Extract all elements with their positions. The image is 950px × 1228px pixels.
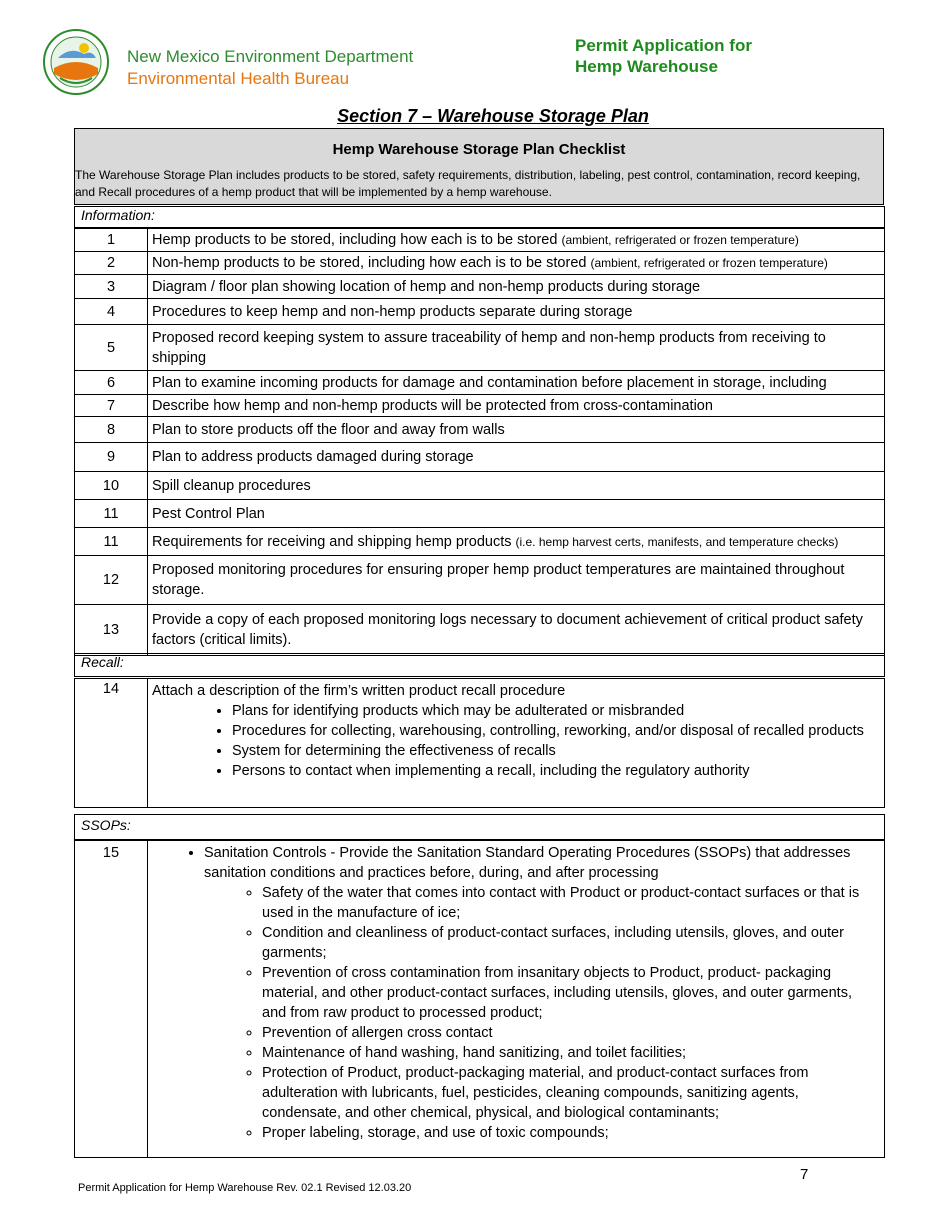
permit-heading [575, 35, 752, 77]
row-text [148, 841, 885, 1158]
table-row [75, 229, 885, 252]
table-row [75, 528, 885, 556]
row-text [148, 500, 885, 528]
row-main-text: Plan to store products off the floor and away from walls [152, 421, 505, 438]
nmed-logo [40, 28, 112, 96]
list-item: ◦ Prevention of allergen cross contact [262, 1023, 880, 1043]
information-table [74, 228, 885, 656]
list-item: • System for determining the effectiveness of recalls [232, 741, 880, 761]
row-text [148, 229, 885, 252]
row-main-text: Plan to address products damaged during storage [152, 449, 474, 465]
list-item [204, 843, 880, 1143]
ssops-subitems [204, 883, 880, 1143]
row-text [148, 395, 885, 417]
row-text [148, 443, 885, 472]
row-main-text: Describe how hemp and non-hemp products will be protected from cross-contamination [152, 397, 713, 414]
table-row [75, 325, 885, 371]
checklist-title: Hemp Warehouse Storage Plan Checklist [332, 141, 626, 158]
table-row [75, 417, 885, 443]
row-main-text: Pest Control Plan [152, 505, 265, 522]
ssops-table [74, 840, 885, 1158]
row-number: 15 [75, 841, 148, 1158]
row-main-text: Plan to examine incoming products for damage and contamination before placement in storage, including [152, 374, 827, 391]
list-item: • Procedures for collecting, warehousing, controlling, reworking, and/or disposal of recalled products [232, 721, 880, 741]
row-number: 14 [75, 679, 148, 808]
list-item: ◦ Condition and cleanliness of product-contact surfaces, including utensils, gloves, and outer garments; [262, 923, 880, 963]
recall-table [74, 678, 885, 808]
list-item: ◦ Protection of Product, product-packaging material, and product-contact surfaces from adulteration with lubricants, fuel, pesticides, cleaning compounds, sanitizing agents, condensate, and other chemical, physical, and biological contaminants; [262, 1063, 880, 1123]
row-note: (ambient, refrigerated or frozen temperature) [590, 256, 828, 270]
row-number: 11 [75, 500, 148, 528]
row-text [148, 299, 885, 325]
footer-text: Permit Application for Hemp Warehouse Rev. 02.1 Revised 12.03.20 [78, 1182, 412, 1194]
list-item: ◦ Maintenance of hand washing, hand sanitizing, and toilet facilities; [262, 1043, 880, 1063]
row-number: 11 [75, 528, 148, 556]
information-label: Information: [74, 206, 885, 228]
table-row [75, 605, 885, 656]
table-row [75, 395, 885, 417]
row-main-text: Proposed monitoring procedures for ensuring proper hemp product temperatures are maintained throughout storage. [152, 562, 845, 598]
row-main-text: Spill cleanup procedures [152, 477, 311, 494]
row-main-text: Non-hemp products to be stored, including how each is to be stored [152, 255, 587, 271]
row-number: 1 [75, 229, 148, 252]
row-text [148, 528, 885, 556]
table-row [75, 443, 885, 472]
list-item: • Plans for identifying products which may be adulterated or misbranded [232, 701, 880, 721]
row-note: (ambient, refrigerated or frozen temperature) [561, 233, 799, 247]
list-item: ◦ Proper labeling, storage, and use of toxic compounds; [262, 1123, 880, 1143]
row-main-text: Hemp products to be stored, including how each is to be stored [152, 232, 558, 248]
row-text [148, 252, 885, 275]
page-number: 7 [800, 1166, 809, 1183]
row-number: 4 [75, 299, 148, 325]
row-number: 2 [75, 252, 148, 275]
recall-label: Recall: [74, 653, 885, 677]
checklist-description: The Warehouse Storage Plan includes products to be stored, safety requirements, distribution, labeling, pest control, contamination, record keeping, and Recall procedures of a hemp product that will be implemented by a hemp warehouse. [75, 168, 861, 199]
list-item: ◦ Safety of the water that comes into contact with Product or product-contact surfaces or that is used in the manufacture of ice; [262, 883, 880, 923]
ssops-main: Sanitation Controls - Provide the Sanitation Standard Operating Procedures (SSOPs) that addresses sanitation conditions and practices before, during, and after processing [204, 845, 851, 881]
row-main-text: Procedures to keep hemp and non-hemp products separate during storage [152, 303, 633, 320]
list-item: • Persons to contact when implementing a recall, including the regulatory authority [232, 761, 880, 781]
table-row [75, 556, 885, 605]
row-text [148, 275, 885, 299]
recall-bullets [152, 701, 880, 781]
list-item: ◦ Prevention of cross contamination from insanitary objects to Product, product- packaging material, and other product-contact surfaces, including utensils, gloves, and outer garments, and from raw product to processed product; [262, 963, 880, 1023]
row-text [148, 325, 885, 371]
row-number: 7 [75, 395, 148, 417]
row-text [148, 472, 885, 500]
row-main-text: Diagram / floor plan showing location of hemp and non-hemp products during storage [152, 278, 701, 295]
table-row [75, 841, 885, 1158]
row-text [148, 605, 885, 656]
row-number: 5 [75, 325, 148, 371]
row-number: 12 [75, 556, 148, 605]
row-text [148, 679, 885, 808]
ssops-bullets [152, 843, 880, 1143]
row-text [148, 417, 885, 443]
row-number: 3 [75, 275, 148, 299]
table-row [75, 679, 885, 808]
row-number: 9 [75, 443, 148, 472]
section-title: Section 7 – Warehouse Storage Plan [337, 106, 649, 126]
row-number: 8 [75, 417, 148, 443]
bureau-name: Environmental Health Bureau [127, 69, 350, 88]
org-name: New Mexico Environment Department [127, 47, 414, 66]
row-main-text: Provide a copy of each proposed monitoring logs necessary to document achievement of critical product safety factors (critical limits). [152, 612, 863, 648]
recall-intro: Attach a description of the firm’s written product recall procedure [152, 683, 566, 699]
table-row [75, 275, 885, 299]
row-number: 13 [75, 605, 148, 656]
row-main-text: Proposed record keeping system to assure traceability of hemp and non-hemp products from receiving to shipping [152, 329, 826, 366]
permit-line-1: Permit Application for [575, 36, 752, 55]
row-number: 10 [75, 472, 148, 500]
table-row [75, 252, 885, 275]
table-row [75, 299, 885, 325]
row-number: 6 [75, 371, 148, 395]
checklist-header [74, 128, 884, 205]
row-text [148, 371, 885, 395]
row-text [148, 556, 885, 605]
table-row [75, 500, 885, 528]
row-note: (i.e. hemp harvest certs, manifests, and temperature checks) [515, 534, 839, 549]
permit-line-2: Hemp Warehouse [575, 57, 718, 76]
table-row [75, 371, 885, 395]
table-row [75, 472, 885, 500]
row-main-text: Requirements for receiving and shipping hemp products [152, 533, 512, 550]
ssops-label: SSOPs: [74, 814, 885, 840]
